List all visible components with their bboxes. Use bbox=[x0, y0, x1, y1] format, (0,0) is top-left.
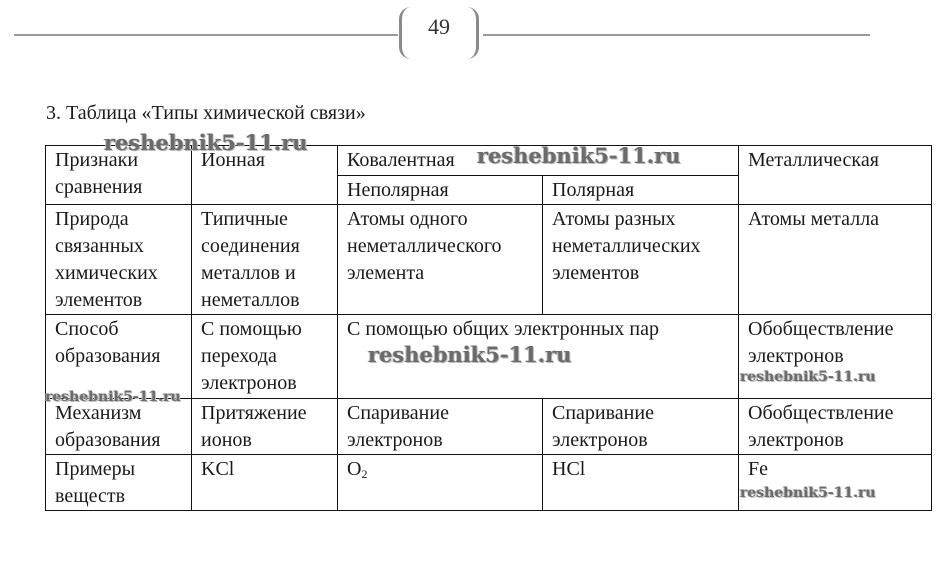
formula-o2-subscript: 2 bbox=[361, 467, 368, 481]
header-polar: Полярная bbox=[552, 179, 635, 201]
header-metallic: Металлическая bbox=[748, 149, 879, 171]
page-number: 49 bbox=[428, 14, 450, 39]
row-method-label: Способ образования bbox=[46, 315, 192, 399]
header-criteria: Признаки сравнения bbox=[55, 149, 143, 198]
row-mechanism-polar: Спаривание электронов bbox=[543, 399, 739, 455]
watermark: reshebnik5-11.ru bbox=[45, 389, 181, 405]
header-rule-right bbox=[483, 34, 870, 36]
header-ionic: Ионная bbox=[201, 149, 265, 171]
row-method-metallic: Обобществление электронов bbox=[739, 315, 932, 399]
watermark: reshebnik5-11.ru bbox=[368, 342, 572, 367]
row-method-ionic: С помощью перехода электронов bbox=[192, 315, 338, 399]
row-examples-ionic: KCl bbox=[192, 455, 338, 511]
header-nonpolar-cell bbox=[338, 176, 543, 205]
table-row bbox=[46, 399, 932, 455]
table-row bbox=[46, 455, 932, 511]
watermark: reshebnik5-11.ru bbox=[740, 369, 876, 385]
row-nature-metallic: Атомы металла bbox=[739, 205, 932, 315]
header-metallic-cell bbox=[739, 146, 932, 205]
row-method-covalent: С помощью общих электронных пар bbox=[338, 315, 739, 399]
row-mechanism-nonpolar: Спаривание электронов bbox=[338, 399, 543, 455]
row-examples-metallic: Fe bbox=[739, 455, 932, 511]
header-rule-left bbox=[14, 34, 398, 36]
formula-o2-base: O bbox=[347, 458, 362, 480]
watermark: reshebnik5-11.ru bbox=[477, 143, 681, 168]
table-row bbox=[46, 205, 932, 315]
row-mechanism-ionic: Притяжение ионов bbox=[192, 399, 338, 455]
watermark: reshebnik5-11.ru bbox=[104, 130, 308, 155]
row-examples-label: Примеры веществ bbox=[46, 455, 192, 511]
row-nature-ionic: Типичные соединения металлов и неметаллов bbox=[192, 205, 338, 315]
chemical-bond-types-table bbox=[45, 145, 932, 511]
row-nature-label: Природа связанных химических элементов bbox=[46, 205, 192, 315]
header-polar-cell bbox=[543, 176, 739, 205]
row-mechanism-metallic: Обобществление электронов bbox=[739, 399, 932, 455]
header-nonpolar: Неполярная bbox=[347, 179, 449, 201]
row-mechanism-label: Механизм образования bbox=[46, 399, 192, 455]
header-covalent: Ковалентная bbox=[347, 149, 455, 171]
row-examples-nonpolar bbox=[338, 455, 543, 511]
watermark: reshebnik5-11.ru bbox=[740, 485, 876, 501]
row-nature-nonpolar: Атомы одного неметаллического элемента bbox=[338, 205, 543, 315]
row-nature-polar: Атомы разных неметаллических элементов bbox=[543, 205, 739, 315]
row-examples-polar: HCl bbox=[543, 455, 739, 511]
section-title: 3. Таблица «Типы химической связи» bbox=[46, 102, 366, 124]
